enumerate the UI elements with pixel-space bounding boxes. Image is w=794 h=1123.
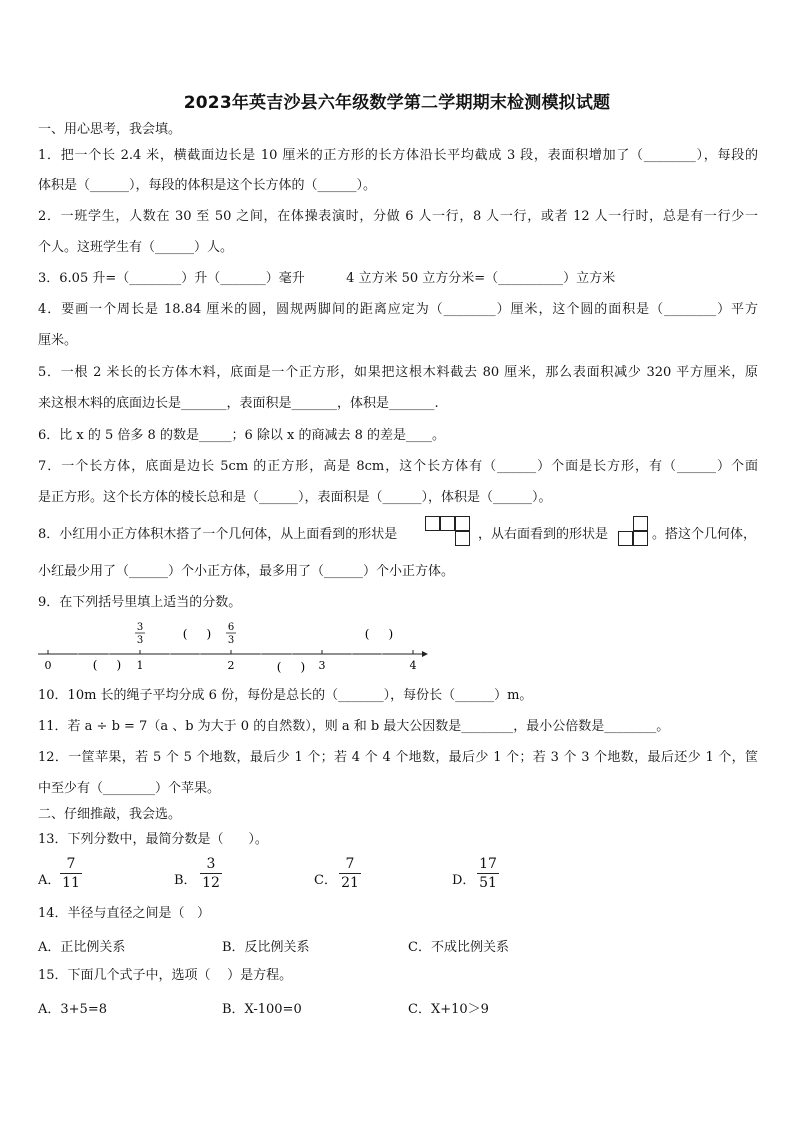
q2-line-1: 2．一班学生，人数在 30 至 50 之间，在体操表演时，分做 6 人一行，8 人一行，或者 12 人一行时，总是有一行少一	[38, 209, 758, 224]
q14-option-c: C．不成比例关系	[408, 940, 509, 955]
q14-option-a: A．正比例关系	[38, 940, 126, 955]
blank-below-2: ( )	[276, 660, 306, 674]
q13-option-d-denominator: 51	[479, 875, 497, 891]
q13-option-b-denominator: 12	[202, 875, 220, 891]
q13-option-d-fraction	[475, 856, 501, 891]
q13-option-d-numerator: 17	[479, 856, 497, 872]
q13-option-b-label: B．	[174, 873, 197, 888]
q14-stem: 14．半径与直径之间是（ ）	[38, 906, 210, 921]
q7-line-1: 7．一个长方体，底面是边长 5cm 的正方形，高是 8cm，这个长方体有（______）个面是长方形，有（______）个面	[38, 459, 758, 474]
q3-line: 3．6.05 升=（________）升（_______）毫升 4 立方米 50 立方分米=（__________）立方米	[38, 271, 616, 286]
q8-part-2: ，从右面看到的形状是	[478, 527, 609, 542]
q8-part-3: 。搭这个几何体，	[652, 527, 757, 542]
q13-option-c-fraction	[337, 856, 363, 891]
number-line	[30, 618, 430, 678]
section-1-heading: 一、用心思考，我会填。	[38, 122, 182, 137]
blank-above-1: ( )	[182, 627, 212, 641]
q13-option-a-label: A．	[38, 873, 61, 888]
section-2-heading: 二、仔细推敲，我会选。	[38, 807, 182, 822]
q4-line-1: 4．要画一个周长是 18.84 厘米的圆，圆规两脚间的距离应定为（________）厘米，这个圆的面积是（________）平方	[38, 302, 758, 317]
q11-line: 11．若 a ÷ b = 7（a 、b 为大于 0 的自然数），则 a 和 b 最大公因数是________，最小公倍数是________。	[38, 719, 670, 734]
top-view-figure	[425, 516, 473, 550]
q12-line-1: 12．一筐苹果，若 5 个 5 个地数，最后少 1 个；若 4 个 4 个地数，最后少 1 个；若 3 个 3 个地数，最后还少 1 个，筐	[38, 750, 758, 765]
tick-label-3: 3	[318, 659, 326, 672]
q15-option-b: B．X-100=0	[222, 1002, 302, 1017]
q1-line-2: 体积是（______），每段的体积是这个长方体的（______）。	[38, 178, 377, 193]
q7-line-2: 是正方形。这个长方体的棱长总和是（______），表面积是（______），体积是（______）。	[38, 490, 552, 505]
tick-label-1: 1	[136, 659, 144, 672]
fraction-b-numerator: 6	[227, 622, 235, 633]
q13-stem: 13．下列分数中，最简分数是（ ）。	[38, 832, 268, 847]
q15-stem: 15．下面几个式子中，选项（ ）是方程。	[38, 968, 293, 983]
q6-line: 6．比 x 的 5 倍多 8 的数是_____；6 除以 x 的商减去 8 的差是____。	[38, 428, 445, 443]
fraction-a-numerator: 3	[136, 622, 144, 633]
q5-line-1: 5．一根 2 米长的长方体木料，底面是一个正方形，如果把这根木料截去 80 厘米，那么表面积减少 320 平方厘米，原	[38, 365, 758, 380]
tick-label-4: 4	[409, 659, 417, 672]
q5-line-2: 来这根木料的底面边长是_______，表面积是_______，体积是_______.	[38, 396, 439, 411]
q8-part-1: 8．小红用小正方体积木搭了一个几何体，从上面看到的形状是	[38, 527, 398, 542]
q13-option-c-numerator: 7	[345, 856, 355, 872]
q4-line-2: 厘米。	[38, 333, 78, 348]
q13-option-a-numerator: 7	[66, 856, 76, 872]
q14-option-b: B．反比例关系	[222, 940, 310, 955]
fraction-a-denominator: 3	[136, 635, 144, 646]
number-line-arrow	[422, 651, 428, 657]
q8-line-2: 小红最少用了（______）个小正方体，最多用了（______）个小正方体。	[38, 564, 455, 579]
tick-label-2: 2	[227, 659, 235, 672]
q9-line: 9．在下列括号里填上适当的分数。	[38, 595, 242, 610]
q13-option-b-fraction	[198, 856, 224, 891]
q10-line: 10．10m 长的绳子平均分成 6 份，每份是总长的（_______），每份长（______）m。	[38, 688, 533, 703]
q13-option-a-fraction	[58, 856, 84, 891]
blank-above-2: ( )	[364, 627, 394, 641]
q13-option-a-denominator: 11	[62, 875, 80, 891]
q13-option-c-denominator: 21	[341, 875, 359, 891]
q2-line-2: 个人。这班学生有（______）人。	[38, 240, 234, 255]
q15-option-a: A．3+5=8	[38, 1002, 107, 1017]
fraction-b-denominator: 3	[227, 635, 235, 646]
blank-below-1: ( )	[92, 658, 122, 672]
tick-label-0: 0	[44, 659, 52, 672]
q13-option-c-label: C．	[314, 873, 337, 888]
q13-option-d-label: D．	[452, 873, 476, 888]
q13-option-b-numerator: 3	[206, 856, 216, 872]
exam-title: 2023年英吉沙县六年级数学第二学期期末检测模拟试题	[183, 93, 611, 113]
q12-line-2: 中至少有（________）个苹果。	[38, 781, 221, 796]
q1-line-1: 1．把一个长 2.4 米，横截面边长是 10 厘米的正方形的长方体沿长平均截成 3 段，表面积增加了（________），每段的	[38, 148, 758, 163]
q15-option-c: C．X+10＞9	[408, 1002, 489, 1017]
right-view-figure	[618, 516, 652, 550]
